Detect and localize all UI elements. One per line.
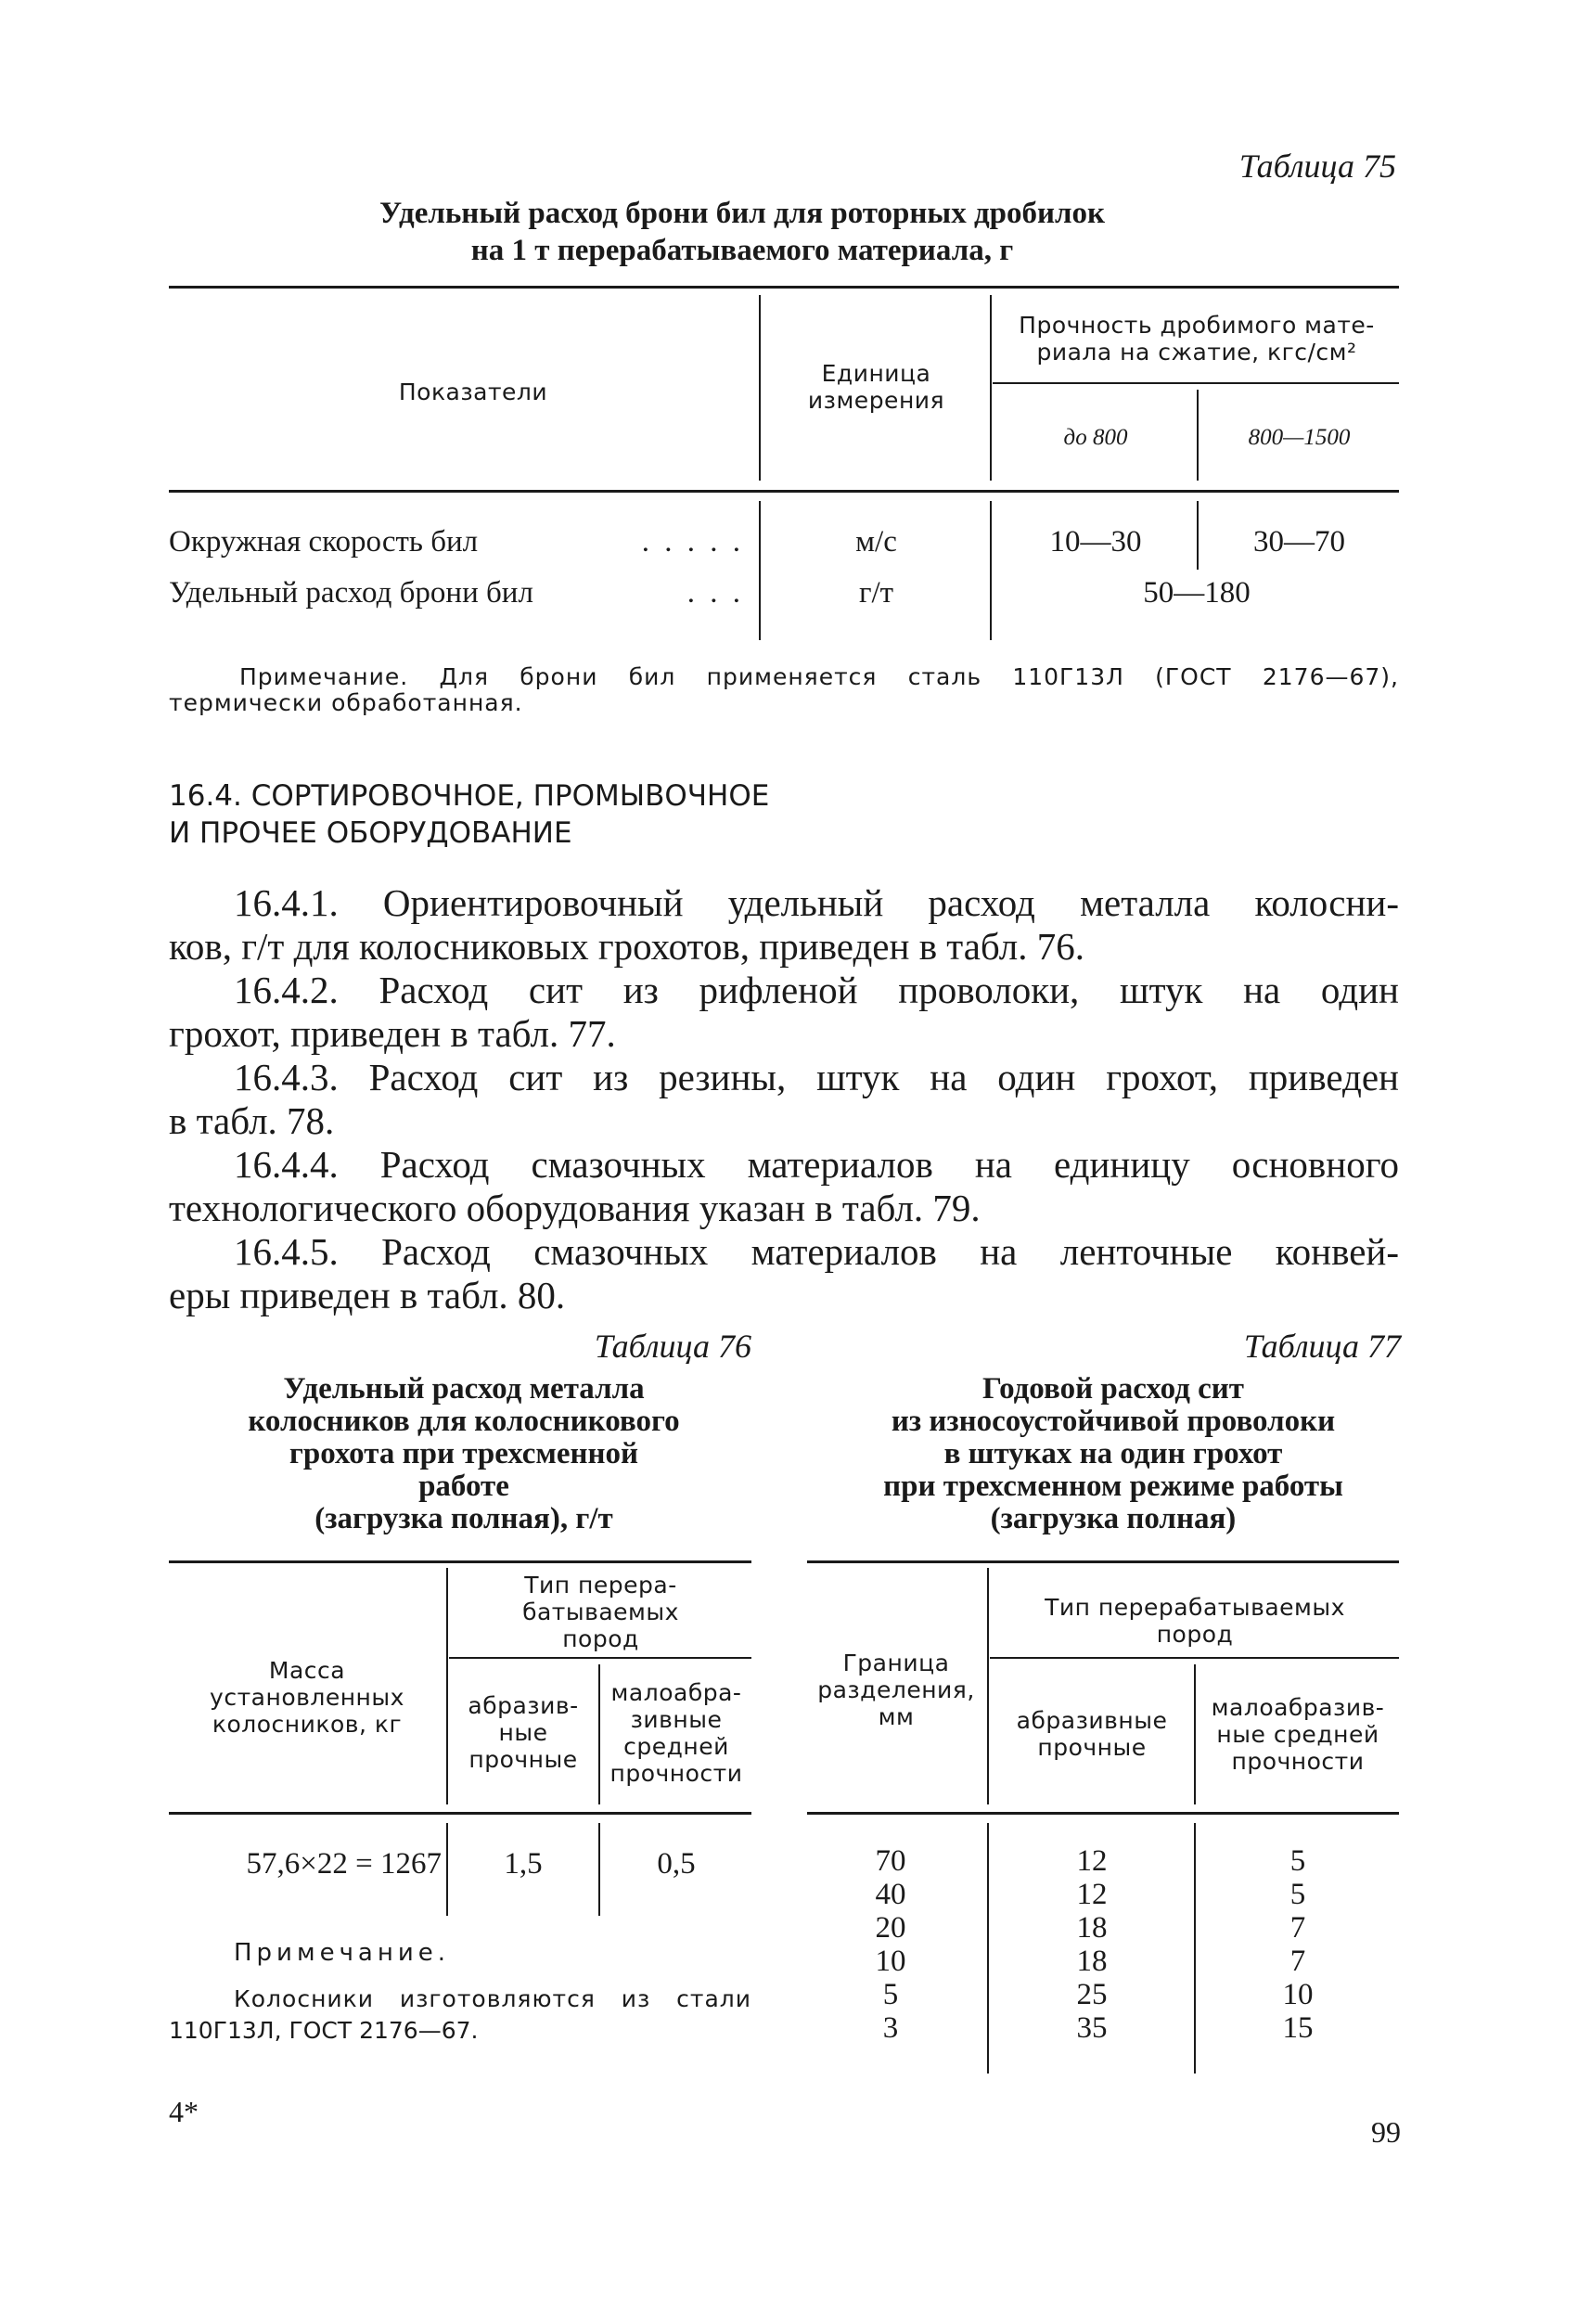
table77-header-abrasive-line1: абразивные: [1016, 1707, 1168, 1734]
table77-header-low-abrasive-line3: прочности: [1231, 1748, 1365, 1775]
section-heading: [169, 777, 1004, 852]
table76-vline-3: [446, 1823, 448, 1916]
table77-header-low-abrasive: [1197, 1694, 1399, 1775]
paragraph-16-4-2-line2: грохот, приведен в табл. 77.: [169, 1012, 616, 1055]
table75-header-unit-line1: Единица: [821, 360, 931, 387]
table77-vline-2: [1194, 1664, 1196, 1804]
table75-header-sub2: 800—1500: [1248, 425, 1351, 450]
table77-title: [816, 1373, 1410, 1535]
table76-title-line2: колосников для колосникового: [248, 1405, 680, 1438]
table77-abrasive-column: [991, 1844, 1193, 2045]
table77-vline-4: [1194, 1823, 1196, 2074]
table76-row-mass: 57,6×22 = 1267: [246, 1847, 442, 1881]
table76-note: [169, 1984, 751, 2047]
table77-boundary-cell: 70: [875, 1844, 906, 1878]
table76-header-mass-line2: установленных: [210, 1684, 404, 1711]
paragraph-16-4-4-line2: технологического оборудования указан в табл. 79.: [169, 1187, 981, 1229]
paragraph-16-4-2-line1: 16.4.2. Расход сит из рифленой проволоки, штук на один: [234, 969, 1399, 1011]
table77-boundary-cell: 40: [875, 1878, 906, 1911]
table77-header-type-line1: Тип перерабатываемых: [1045, 1594, 1345, 1621]
paragraph-16-4-3-line1: 16.4.3. Расход сит из резины, штук на один грохот, приведен: [234, 1056, 1399, 1098]
table75-row1-v2: 30—70: [1253, 525, 1345, 559]
table75-row1-unit: м/с: [855, 525, 897, 559]
table75-header-sub1: до 800: [1063, 425, 1128, 450]
table76-title: [204, 1373, 724, 1535]
table75-vline-5: [990, 501, 992, 640]
table75-row1-name-text: Окружная скорость бил: [169, 525, 479, 559]
table75-header-unit: [763, 360, 990, 414]
paragraph-16-4-3: [169, 1056, 1399, 1143]
table75-vline-6: [1197, 501, 1199, 570]
table76-header-abrasive-line3: прочные: [468, 1746, 578, 1773]
table77-low-abrasive-cell: 7: [1289, 1911, 1306, 1945]
table76-header-mass-line3: колосников, кг: [212, 1711, 403, 1738]
table76-vline-4: [598, 1823, 600, 1916]
paragraph-16-4-5: [169, 1230, 1399, 1317]
table75-header-unit-line2: измерения: [807, 387, 945, 414]
table77-top-rule: [807, 1560, 1399, 1563]
table75-note-line2: термически обработанная.: [169, 689, 523, 716]
table75-title: [278, 195, 1206, 269]
table76-note-line1: Колосники изготовляются из стали: [234, 1985, 751, 2012]
section-heading-line1: 16.4. СОРТИРОВОЧНОЕ, ПРОМЫВОЧНОЕ: [169, 779, 770, 813]
table75-header-indicator: Показатели: [398, 379, 548, 405]
page-number: 99: [1371, 2115, 1401, 2149]
table75-label: Таблица 75: [1238, 148, 1396, 185]
paragraph-16-4-3-line2: в табл. 78.: [169, 1099, 335, 1142]
table76-subheader-rule: [449, 1657, 751, 1659]
table77-abrasive-cell: 25: [1076, 1978, 1108, 2011]
table75-row1-name: [169, 524, 753, 559]
table77-low-abrasive-column: [1197, 1844, 1399, 2045]
table75-title-line2: на 1 т перерабатываемого материала, г: [470, 234, 1014, 267]
table75-vline-1: [759, 295, 761, 481]
table75-row2-unit: г/т: [858, 576, 894, 610]
table77-boundary-cell: 10: [875, 1945, 906, 1978]
table77-title-line1: Годовой расход сит: [981, 1372, 1245, 1406]
table76-header-low-abrasive-line1: малоабра-: [610, 1679, 742, 1706]
table77-title-line5: (загрузка полная): [990, 1502, 1237, 1535]
footer-signature: 4*: [169, 2095, 199, 2128]
table77-abrasive-cell: 12: [1076, 1844, 1108, 1878]
table77-header-abrasive-line2: прочные: [1037, 1734, 1147, 1761]
table75-vline-3: [1197, 390, 1199, 481]
table76-title-line1: Удельный расход металла: [283, 1372, 645, 1406]
table75-row1-dots: . . . . .: [641, 525, 744, 559]
table77-header-low-abrasive-line1: малоабразив-: [1211, 1694, 1385, 1721]
table76-header-low-abrasive-line3: средней: [623, 1733, 729, 1760]
table75-row2-name: [169, 575, 753, 610]
table76-header-abrasive-line2: ные: [498, 1719, 548, 1746]
table76-top-rule: [169, 1560, 751, 1563]
paragraph-16-4-4: [169, 1143, 1399, 1230]
table77-boundary-column: [835, 1844, 946, 2045]
paragraph-16-4-2: [169, 969, 1399, 1056]
table75-vline-4: [759, 501, 761, 640]
paragraph-16-4-1-line2: ков, г/т для колосниковых грохотов, приведен в табл. 76.: [169, 925, 1084, 968]
table76-title-line5: (загрузка полная), г/т: [314, 1502, 613, 1535]
table77-abrasive-cell: 18: [1076, 1945, 1108, 1978]
table77-header-type: [991, 1594, 1399, 1648]
table76-header-low-abrasive: [601, 1679, 751, 1787]
table75-note: [169, 663, 1399, 716]
table77-header-boundary-line1: Граница: [842, 1650, 950, 1676]
table75-header-strength-line1: Прочность дробимого мате-: [1019, 312, 1375, 339]
paragraph-16-4-5-line2: еры приведен в табл. 80.: [169, 1274, 566, 1316]
table76-header-type-line3: пород: [562, 1625, 639, 1652]
table75-title-line1: Удельный расход брони бил для роторных дробилок: [378, 197, 1106, 230]
table76-header-type: [450, 1572, 751, 1652]
table77-title-line4: при трехсменном режиме работы: [883, 1470, 1343, 1503]
table76-header-type-line1: Тип перера-: [524, 1572, 677, 1599]
table76-note-title: Примечание.: [234, 1939, 451, 1967]
table76-row-low-abrasive: 0,5: [657, 1847, 696, 1881]
table75-top-rule: [169, 286, 1399, 289]
table76-header-abrasive-line1: абразив-: [468, 1692, 579, 1719]
table76-vline-1: [446, 1568, 448, 1804]
table76-header-low-abrasive-line4: прочности: [609, 1760, 743, 1787]
table76-header-type-line2: батываемых: [522, 1599, 679, 1625]
paragraph-16-4-4-line1: 16.4.4. Расход смазочных материалов на единицу основного: [234, 1143, 1399, 1186]
table77-label: Таблица 77: [1243, 1328, 1401, 1365]
section-paragraphs: [169, 881, 1399, 1317]
table77-header-abrasive: [991, 1707, 1193, 1761]
section-heading-line2: И ПРОЧЕЕ ОБОРУДОВАНИЕ: [169, 816, 572, 850]
table77-low-abrasive-cell: 10: [1282, 1978, 1314, 2011]
paragraph-16-4-5-line1: 16.4.5. Расход смазочных материалов на ленточные конвей-: [234, 1230, 1399, 1273]
table77-vline-3: [987, 1823, 989, 2074]
table76-note-line2: 110Г13Л, ГОСТ 2176—67.: [169, 2017, 479, 2044]
table77-boundary-cell: 5: [882, 1978, 899, 2011]
table77-header-type-line2: пород: [1156, 1621, 1234, 1648]
table77-boundary-cell: 20: [875, 1911, 906, 1945]
table76-label: Таблица 76: [594, 1328, 751, 1365]
table77-abrasive-cell: 35: [1076, 2011, 1108, 2045]
table75-subheader-rule: [993, 382, 1399, 384]
table77-subheader-rule: [990, 1657, 1399, 1659]
table77-title-line2: из износоустойчивой проволоки: [891, 1405, 1336, 1438]
table77-low-abrasive-cell: 5: [1289, 1878, 1306, 1911]
table76-header-rule: [169, 1812, 751, 1815]
table76-header-low-abrasive-line2: зивные: [630, 1706, 723, 1733]
table77-low-abrasive-cell: 5: [1289, 1844, 1306, 1878]
table77-abrasive-cell: 18: [1076, 1911, 1108, 1945]
table76-header-mass: [169, 1657, 445, 1738]
table76-title-line3: грохота при трехсменной: [289, 1437, 639, 1470]
table77-boundary-cell: 3: [882, 2011, 899, 2045]
paragraph-16-4-1: [169, 881, 1399, 969]
table76-header-mass-line1: Масса: [268, 1657, 346, 1684]
table75-header-strength: [994, 312, 1399, 366]
table75-row2-merged: 50—180: [1143, 576, 1251, 610]
table75-vline-2: [990, 295, 992, 481]
table77-vline-1: [987, 1568, 989, 1804]
table75-row2-dots: . . .: [686, 576, 744, 610]
table77-header-boundary-line2: разделения,: [817, 1676, 975, 1703]
table76-title-line4: работе: [418, 1470, 509, 1503]
table77-low-abrasive-cell: 15: [1282, 2011, 1314, 2045]
table77-title-line3: в штуках на один грохот: [943, 1437, 1283, 1470]
table76-vline-2: [598, 1664, 600, 1804]
table77-header-rule: [807, 1812, 1399, 1815]
table77-low-abrasive-cell: 7: [1289, 1945, 1306, 1978]
table75-header-strength-line2: риала на сжатие, кгс/см²: [1036, 339, 1357, 366]
table75-header-rule: [169, 490, 1399, 493]
table75-row2-name-text: Удельный расход брони бил: [169, 576, 533, 610]
table77-header-boundary: [807, 1650, 985, 1730]
table75-row1-v1: 10—30: [1049, 525, 1142, 559]
table75-note-line1: Примечание. Для брони бил применяется сталь 110Г13Л (ГОСТ 2176—67),: [239, 663, 1399, 690]
paragraph-16-4-1-line1: 16.4.1. Ориентировочный удельный расход металла колосни-: [234, 881, 1399, 924]
table76-header-abrasive: [449, 1692, 597, 1773]
table77-abrasive-cell: 12: [1076, 1878, 1108, 1911]
table77-header-boundary-line3: мм: [878, 1703, 915, 1730]
table77-header-low-abrasive-line2: ные средней: [1216, 1721, 1379, 1748]
table76-row-abrasive: 1,5: [504, 1847, 543, 1881]
